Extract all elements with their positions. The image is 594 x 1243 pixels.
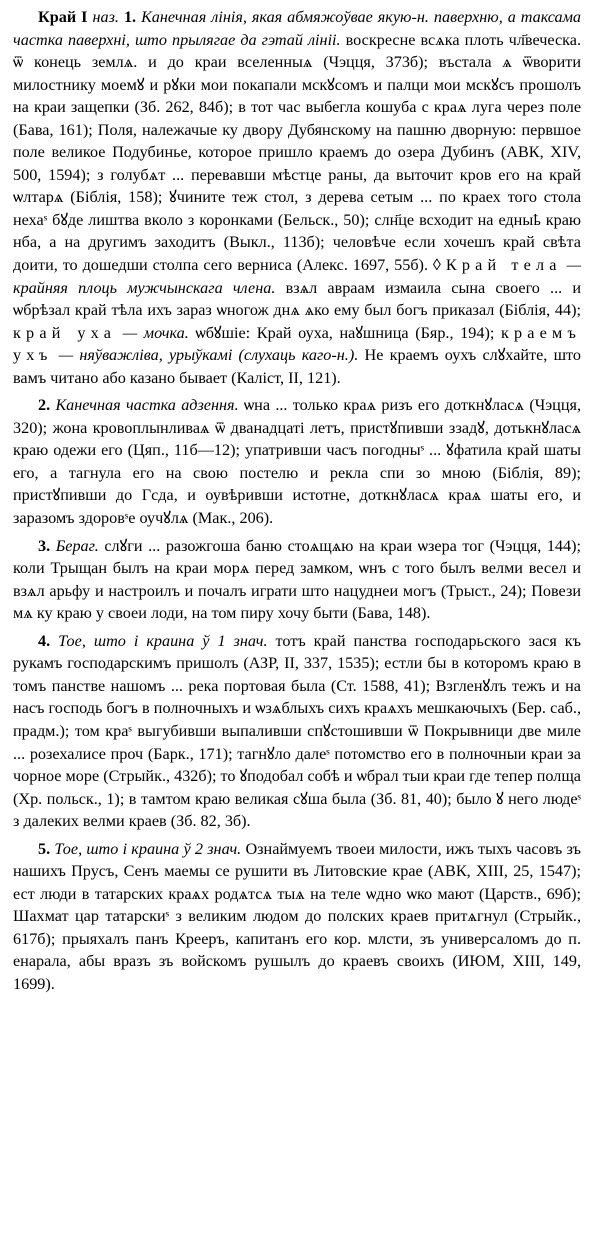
sense-1-paragraph <box>13 6 581 389</box>
sense-number: 1. <box>123 8 137 26</box>
phrase-citations: взѧл авраам измаила сына своего ... и ѡбрѣзал край тѣла ихъ зараз ѡногож днѧ ѧко ему был богъ приказал (Біблія, 44); <box>13 278 582 320</box>
sense-3-paragraph <box>13 535 581 625</box>
phrase-term: Край тела <box>445 256 562 275</box>
sense-definition: Бераг. <box>55 536 99 555</box>
phraseology-marker: ◊ <box>432 256 441 275</box>
sense-definition: Канечная частка адзення. <box>55 396 239 415</box>
sense-number: 3. <box>38 536 51 555</box>
part-of-speech: наз. <box>92 8 119 26</box>
sense-number: 4. <box>38 631 51 650</box>
phrase-gloss: — мочка. <box>122 323 189 342</box>
sense-2-paragraph <box>13 394 581 529</box>
sense-4-paragraph <box>13 630 581 833</box>
sense-citations: тотъ край панства господарьского зася къ рукамъ господарскимъ пришолъ (АЗР, II, 337, 1535); естли бы в которомъ краю в томъ панстве нашомъ ... река портовая была (Ст. 1588, 41); Взгленꙋлъ тежъ и на насъ господь богъ в полночныхъ и ѡзѧблыхъ сихъ краѧхъ мешкаючыхъ (Бер. саб., прадм.); том краˢ выгубивши выпаливши спꙋстошивши ѿ Покрывници две миле ... розехалисе проч (Барк., 171); тагнꙋло далеˢ потомство его в полночныи краи за чорное море (Стрыйк., 432б); то ꙋподобал собѣ и ѡбрал тыи краи где тепер полща (Хр. польск., 1); в тамтом краю великая сꙋша была (Зб. 81, 40); было ꙋ него людеˢ з далеких велми краев (Зб. 82, 3б). <box>13 631 582 831</box>
sense-definition: Тое, што і краина ў 1 знач. <box>58 631 268 650</box>
sense-5-paragraph <box>13 838 581 996</box>
sense-citations: ѡна ... только краѧ ризъ его доткнꙋласѧ (Чэцця, 320); жона кровоплынливаѧ ѿ дванадцаті летъ, пристꙋпивши ззадꙋ, дотькнꙋласѧ краю одежи его (Цяп., 11б—12); упатривши часъ погодныˢ ... ꙋфатила край шаты его, а тагнула его на свою постелю и рекла спи зо мною (Біблія, 89); пристꙋпивши до Гсда, и оувѣривши истотне, доткнꙋласѧ краѧ шаты его, и заразомъ здоровˢе оучꙋлѧ (Мак., 206). <box>13 396 581 528</box>
phrase-term: краемъ ухъ <box>13 323 582 365</box>
phrase-citations: Не краемъ оухъ слꙋхайте, што вамъ читано або казано бывает (Каліст, II, 121). <box>13 346 581 387</box>
sense-number: 5. <box>38 839 51 858</box>
homonym-number: I <box>81 8 88 26</box>
sense-definition: Тое, што і краина ў 2 знач. <box>54 839 242 858</box>
sense-number: 2. <box>38 396 51 415</box>
sense-citations: Ознаймуемъ твоеи милости, ижъ тыхъ часовъ зъ нашихъ Прусъ, Сенъ маемы се рушити въ Литовские крае (АВК, XIII, 25, 1547); ест люди в татарских краѧх родѧтсѧ тыѧ на теле ѡдно ѡко мают (Царств., 69б); Шахмат цар татарскиˢ з великим людом до полских краев притѧгнул (Стрыйк., 617б); прыяхалъ панъ Крееръ, капитанъ его кор. млсти, зъ универсаломъ до п. енарала, абы вразъ зъ войскомъ рушылъ до краевъ своихъ (ИЮМ, XIII, 149, 1699). <box>13 839 582 993</box>
sense-citations: воскресне всѧка плоть чл҃веческа. ѿ конець землѧ. и до краи вселенныѧ (Чэцця, 373б); въстала ѧ ѿворити милостнику моемꙋ и рꙋки мои покапали мскꙋсомъ и палци мои мскꙋсъ прошолъ на краи защепки (Зб. 262, 84б); в тот час выбегла кошуба с краѧ луга через поле (Бава, 161); Поля, належачые ку двору Дубянскому на пашню дворную: первшое поле великое Подубинье, которое пришло краемъ до озера Дубинъ (АВК, XIV, 500, 1594); з голубѧт ... перевавши мѣстце раны, да выточит кров его на край ѡлтарѧ (Біблія, 158); ꙋчините теж стол, з дерева сетым ... по краех того стола нехаˢ бꙋде лиштва вколо з коронками (Бельск., 50); слн҃це всходит на едныҍ краю нба, а на другимъ заходитъ (Выкл., 113б); человѣче если хочешъ край свѣта доити, то дошедши столпа сего верниса (Алекс. 1697, 55б). <box>13 30 581 275</box>
sense-definition: Канечная лінія, якая абмяжоўвае якую-н. паверхню, а таксама частка паверхні, што прылягае да гэтай лініі. <box>13 8 582 49</box>
phrase-citations: ѡбꙋшіе: Край оуха, наꙋшница (Бяр., 194); <box>195 323 495 342</box>
phrase-term: край уха <box>13 323 117 342</box>
phrase-gloss: — крайняя плоць мужчынскага члена. <box>13 256 582 297</box>
sense-citations: слꙋги ... разожгоша баню стоѧщѧю на краи ѡзера тог (Чэцця, 144); коли Трыщан былъ на краи морѧ перед замком, ѡнъ с того былъ велми весел и взѧл арьфу и настроилъ и почалъ играти што нацуднеи могъ (Трыст., 24); Повези мѧ ку краю у своеи лоди, на том пиру хочу быти (Бава, 148). <box>13 536 582 623</box>
headword: Край <box>38 8 77 26</box>
phrase-gloss: — няўважліва, урыўкамі (слухаць каго-н.). <box>58 346 359 365</box>
